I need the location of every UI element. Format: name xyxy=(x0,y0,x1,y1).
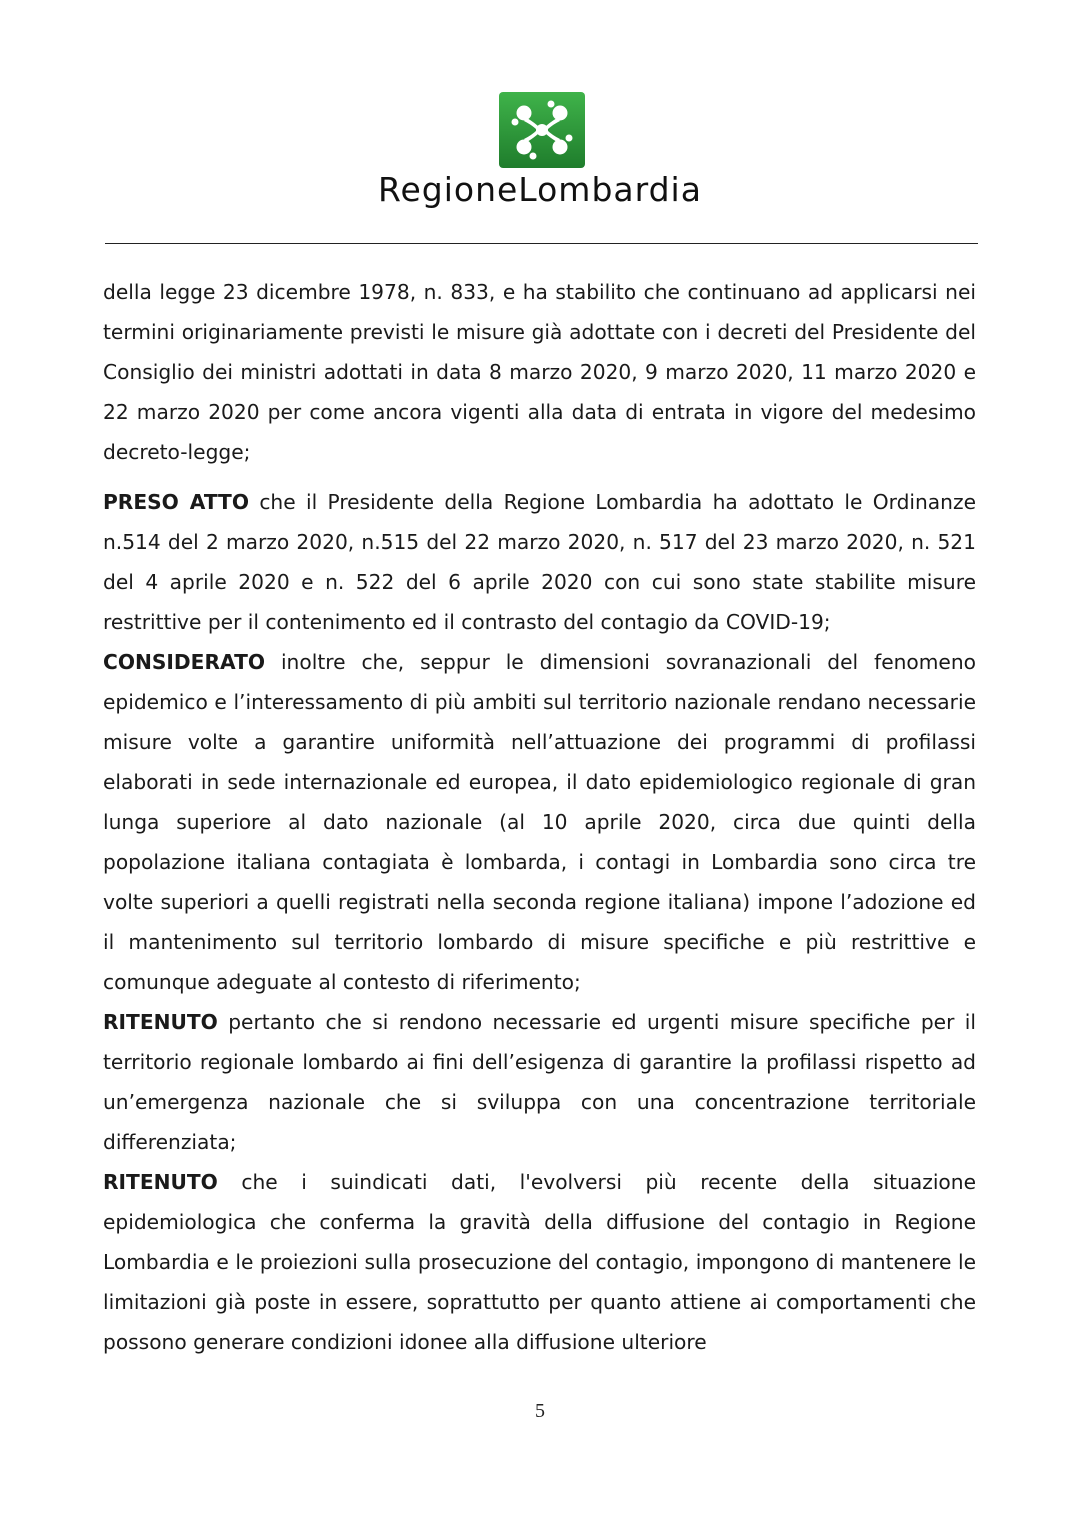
paragraph-text: della legge 23 dicembre 1978, n. 833, e ha stabilito che continuano ad applicarsi nei termini originariamente previsti le misure già adottate con i decreti del Presidente del Consiglio dei ministri adottati in data 8 marzo 2020, 9 marzo 2020, 11 marzo 2020 e 22 marzo 2020 per come ancora vigenti alla data di entrata in vigore del medesimo decreto-legge; xyxy=(103,280,976,464)
page-number: 5 xyxy=(535,1400,545,1422)
paragraph-keyword: PRESO ATTO xyxy=(103,490,249,514)
document-header xyxy=(0,0,1080,246)
document-body xyxy=(103,272,976,1362)
paragraph-keyword: RITENUTO xyxy=(103,1010,218,1034)
paragraph-keyword: CONSIDERATO xyxy=(103,650,266,674)
paragraph-text: che il Presidente della Regione Lombardia ha adottato le Ordinanze n.514 del 2 marzo 2020, n.515 del 22 marzo 2020, n. 517 del 23 marzo 2020, n. 521 del 4 aprile 2020 e n. 522 del 6 aprile 2020 con cui sono state stabilite misure restrittive per il contenimento ed il contrasto del contagio da COVID-19; xyxy=(103,490,976,634)
paragraph-text: pertanto che si rendono necessarie ed urgenti misure specifiche per il territorio regionale lombardo ai fini dell’esigenza di garantire la profilassi rispetto ad un’emergenza nazionale che si sviluppa con una concentrazione territoriale differenziata; xyxy=(103,1010,976,1154)
paragraph-text: che i suindicati dati, l'evolversi più recente della situazione epidemiologica che conferma la gravità della diffusione del contagio in Regione Lombardia e le proiezioni sulla prosecuzione del contagio, impongono di mantenere le limitazioni già poste in essere, soprattutto per quanto attiene ai comportamenti che possono generare condizioni idonee alla diffusione ulteriore xyxy=(103,1170,976,1354)
paragraph-text: inoltre che, seppur le dimensioni sovranazionali del fenomeno epidemico e l’interessamento di più ambiti sul territorio nazionale rendano necessarie misure volte a garantire uniformità nell’attuazione dei programmi di profilassi elaborati in sede internazionale ed europea, il dato epidemiologico regionale di gran lunga superiore al dato nazionale (al 10 aprile 2020, circa due quinti della popolazione italiana contagiata è lombarda, i contagi in Lombardia sono circa tre volte superiori a quelli registrati nella seconda regione italiana) impone l’adozione ed il mantenimento sul territorio lombardo di misure specifiche e più restrittive e comunque adeguate al contesto di riferimento; xyxy=(103,650,976,994)
regione-lombardia-logo-icon xyxy=(499,92,585,168)
paragraph-considerato xyxy=(103,642,976,1002)
brand-name: RegioneLombardia xyxy=(378,170,702,209)
paragraph-ritenuto-2 xyxy=(103,1162,976,1362)
paragraph-1 xyxy=(103,272,976,472)
paragraph-preso-atto xyxy=(103,482,976,642)
paragraph-keyword: RITENUTO xyxy=(103,1170,218,1194)
paragraph-ritenuto-1 xyxy=(103,1002,976,1162)
header-divider xyxy=(105,243,978,244)
